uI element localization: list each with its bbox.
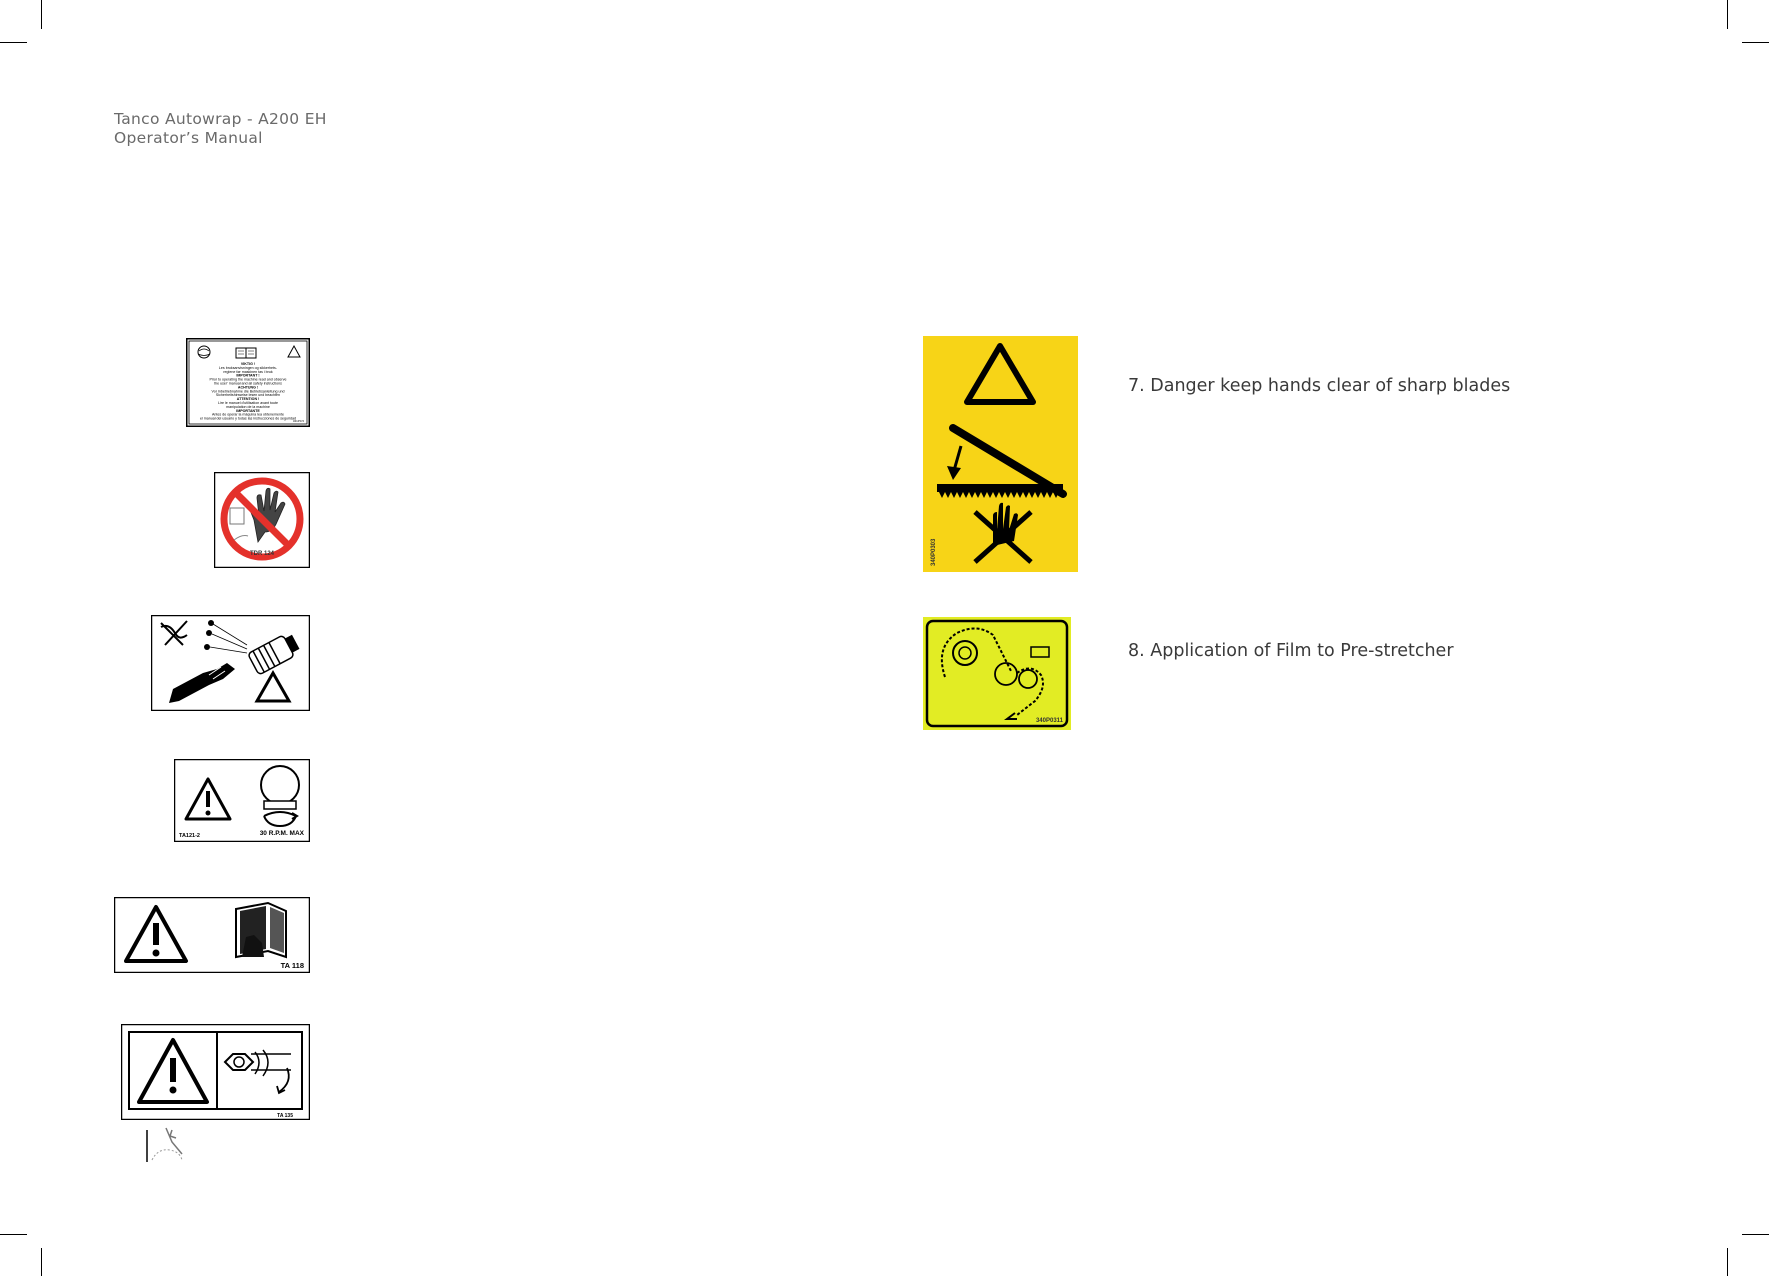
svg-text:341P0.5: 341P0.5: [292, 419, 304, 423]
decal-code: 340P0303: [931, 538, 937, 566]
label-line: Antes de operar la máquina lea obtenemente: [212, 412, 284, 417]
crop-mark: [0, 1234, 27, 1235]
decal-read-manual-multilingual: [186, 338, 310, 427]
label-line: ATTENTION !: [236, 397, 260, 402]
label-line: Vor Inbetriebnahme die Betriebsanleitung und: [211, 389, 285, 394]
crop-mark: [41, 0, 42, 29]
crop-mark: [1742, 42, 1769, 43]
label-line: VIKTIG !: [240, 362, 256, 366]
decal-code: TA121-2: [179, 833, 200, 839]
label-line: IMPORTANTE: [236, 408, 260, 413]
manual-subtitle: Operator’s Manual: [114, 129, 263, 147]
decal-code: TA 135: [277, 1113, 293, 1119]
decal-no-hands: [214, 472, 310, 568]
decal-max-rpm: [174, 759, 310, 842]
no-hands-prohibition-icon: [224, 481, 300, 557]
decal-code: TDR 124: [249, 551, 275, 557]
label-line: ACHTUNG !: [237, 385, 259, 390]
label-line: manipulation de la machine: [226, 404, 270, 409]
manual-title: Tanco Autowrap - A200 EH: [114, 110, 327, 128]
caption-sharp-blades: 7. Danger keep hands clear of sharp blades: [1128, 376, 1511, 396]
label-line: Les bruksanvisningen og sikkerhets-: [218, 365, 278, 370]
decal-hydraulic-pressure: [151, 615, 310, 711]
crop-mark: [41, 1248, 42, 1276]
decal-film-prestretcher: [923, 617, 1071, 730]
decal-sharp-blades: [923, 336, 1078, 572]
crop-mark: [1727, 0, 1728, 29]
rpm-limit-label: 30 R.P.M. MAX: [259, 830, 304, 837]
decal-code: 340P0311: [1035, 718, 1063, 724]
page-header: [114, 110, 327, 148]
label-line: el manual del usuario y todas las instrucciones de seguridad: [199, 416, 297, 421]
spanner-icon: [144, 1126, 190, 1162]
label-line: Prior to operating the machine read and observe: [209, 377, 287, 382]
label-line: Lire le manuel d'utilisation avant toute: [217, 401, 279, 405]
manual-book-icon: [236, 903, 286, 957]
label-line: Sicherheitshinweise lesen und beachten: [215, 393, 281, 398]
crop-mark: [1727, 1248, 1728, 1276]
decal-read-manual: [114, 897, 310, 973]
decal-code: TA 118: [280, 961, 304, 970]
label-line: IMPORTANT !: [236, 373, 260, 378]
label-line: reglene før maskinen tas i bruk: [223, 369, 273, 374]
crop-mark: [0, 42, 27, 43]
crop-mark: [1742, 1234, 1769, 1235]
label-line: the user' manual and all safety instructions: [214, 381, 282, 386]
caption-film-prestretcher: 8. Application of Film to Pre-stretcher: [1128, 641, 1454, 661]
decal-check-wheel-nuts: [121, 1024, 310, 1120]
